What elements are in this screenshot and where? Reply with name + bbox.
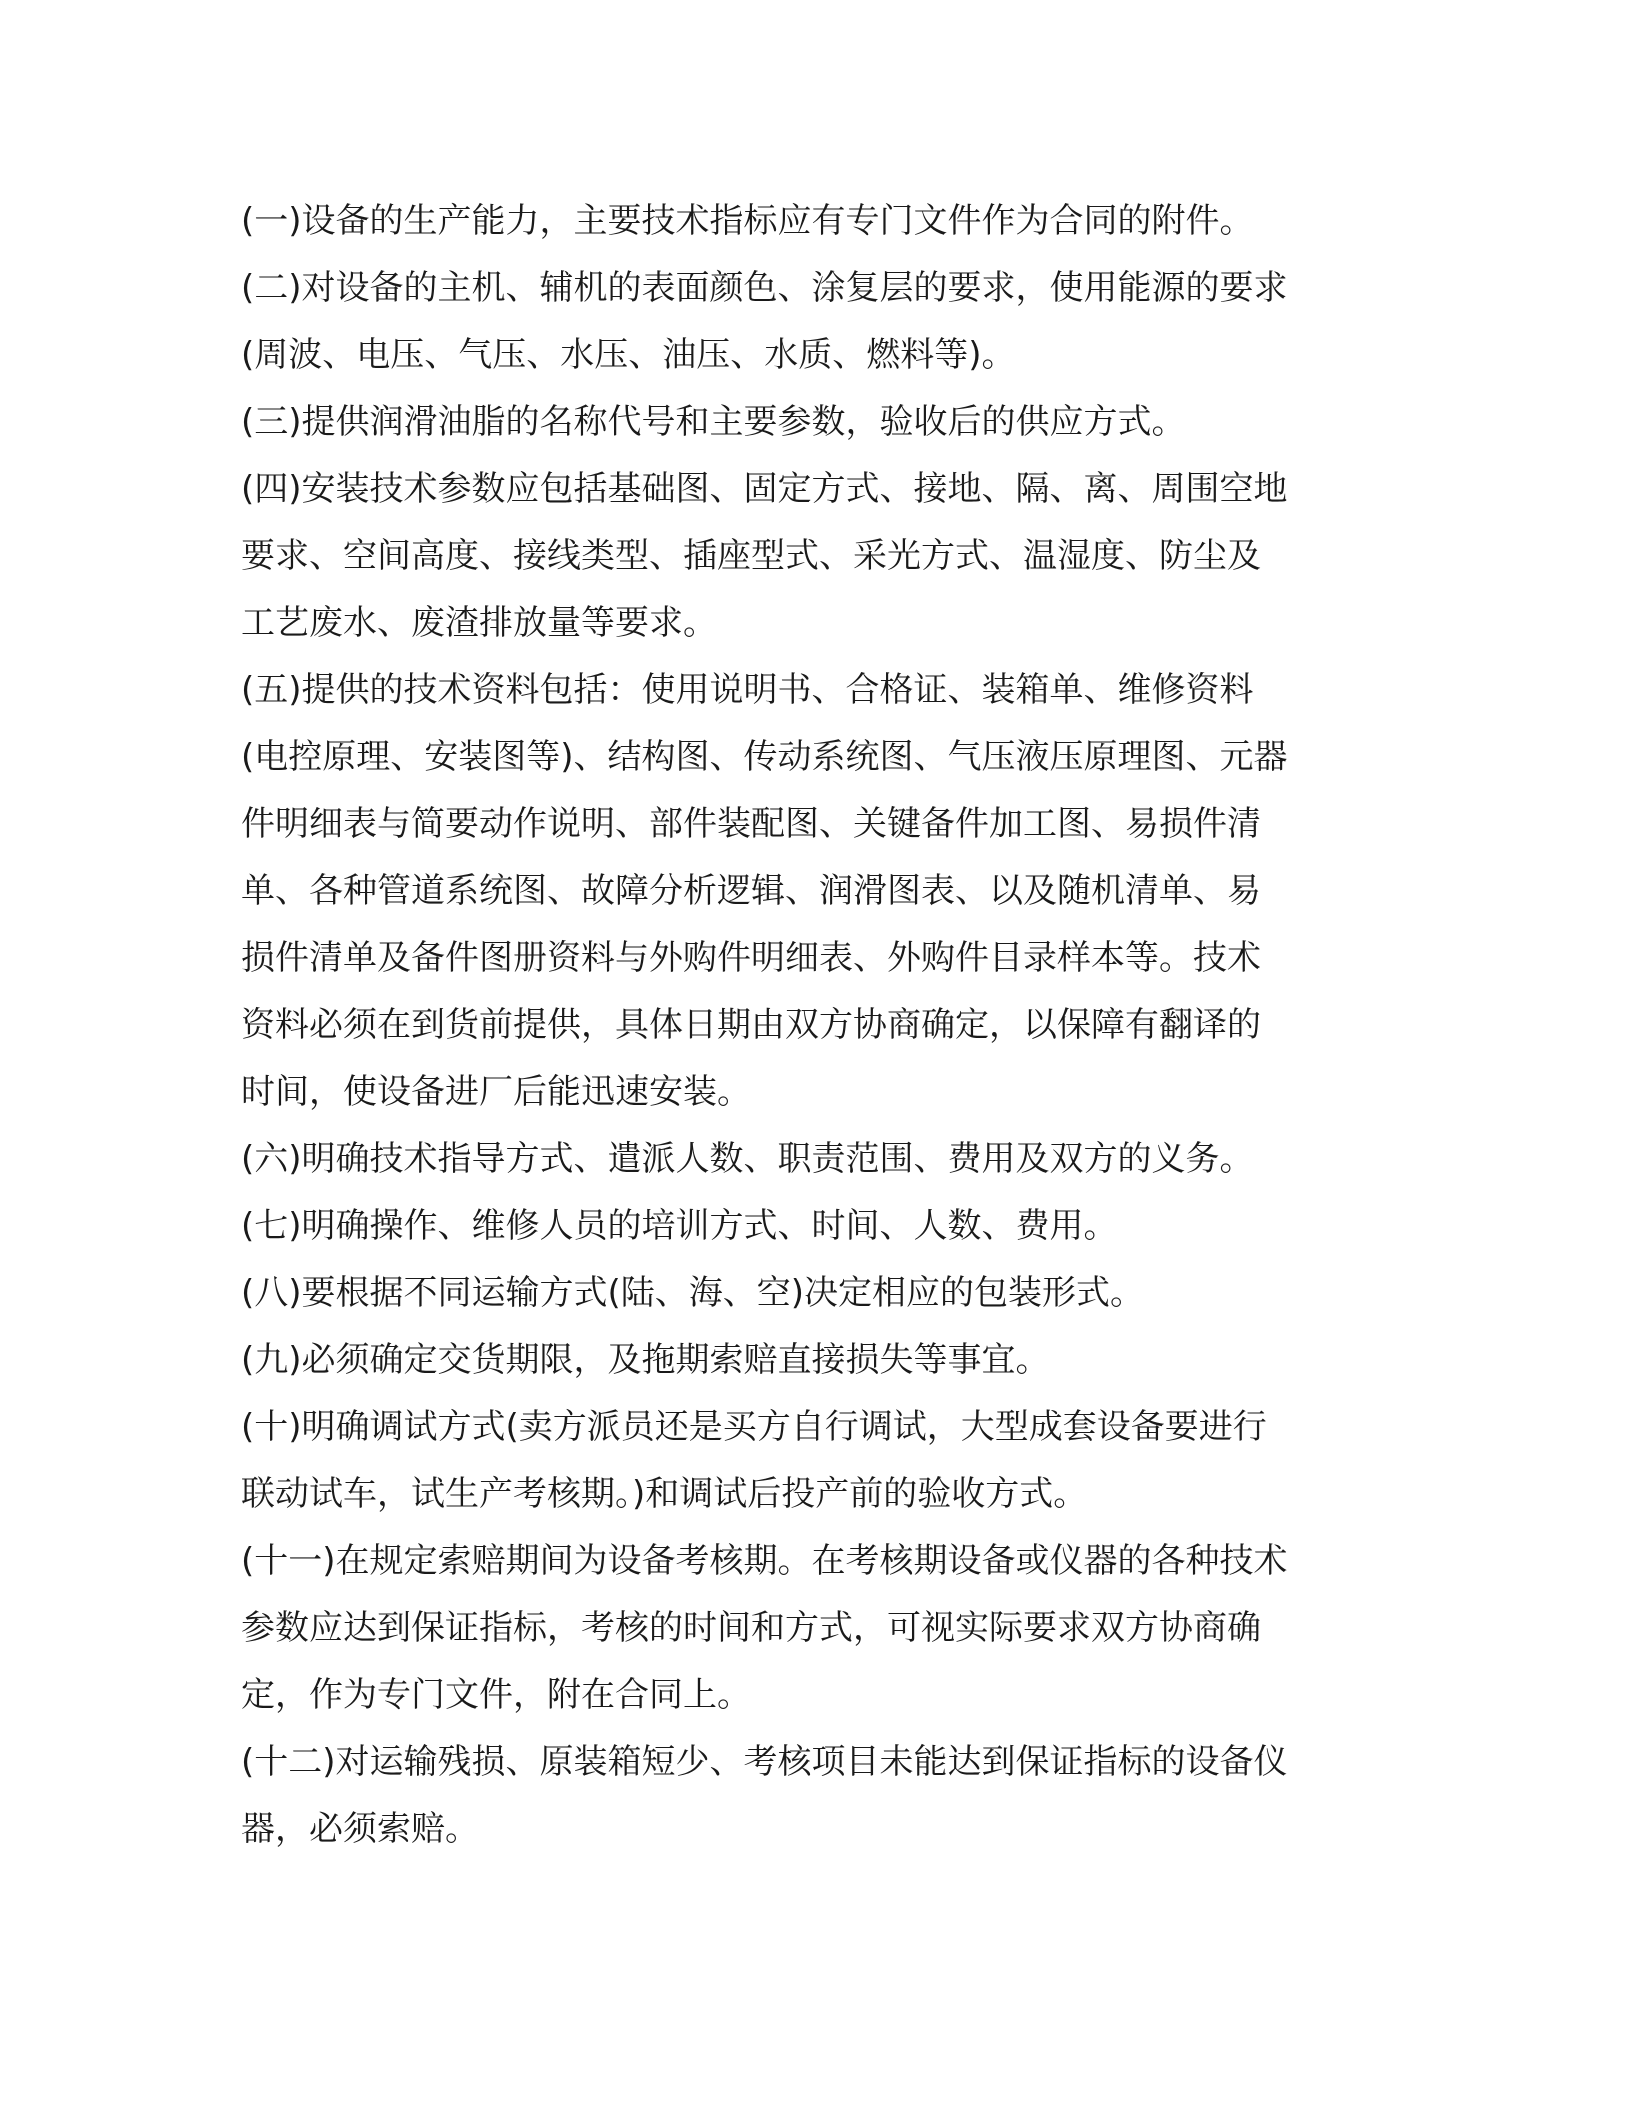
document-body [241,188,1401,1863]
paragraph-4: (四)安装技术参数应包括基础图、固定方式、接地、隔、离、周围空地 要求、空间高度、接线类型、插座型式、采光方式、温湿度、防尘及 工艺废水、废渣排放量等要求。 [241,469,1288,643]
paragraph-7: (七)明确操作、维修人员的培训方式、时间、人数、费用。 [241,1206,1118,1246]
paragraph-2: (二)对设备的主机、辅机的表面颜色、涂复层的要求，使用能源的要求 (周波、电压、气压、水压、油压、水质、燃料等)。 [241,268,1288,375]
paragraph-6: (六)明确技术指导方式、遣派人数、职责范围、费用及双方的义务。 [241,1139,1254,1179]
paragraph-11: (十一)在规定索赔期间为设备考核期。在考核期设备或仪器的各种技术 参数应达到保证指标，考核的时间和方式，可视实际要求双方协商确 定，作为专门文件，附在合同上。 [241,1541,1288,1715]
paragraph-10: (十)明确调试方式(卖方派员还是买方自行调试，大型成套设备要进行 联动试车，试生产考核期。)和调试后投产前的验收方式。 [241,1407,1267,1514]
paragraph-12: (十二)对运输残损、原装箱短少、考核项目未能达到保证指标的设备仪 器，必须索赔。 [241,1742,1288,1849]
paragraph-1: (一)设备的生产能力，主要技术指标应有专门文件作为合同的附件。 [241,201,1254,241]
paragraph-5: (五)提供的技术资料包括：使用说明书、合格证、装箱单、维修资料 (电控原理、安装图等)、结构图、传动系统图、气压液压原理图、元器 件明细表与简要动作说明、部件装配图、关键备件加工图、易损件清 单、各种管道系统图、故障分析逻辑、润滑图表、以及随机清单、易 损件清单及备件图册资料与外购件明细表、外购件目录样本等。技术 资料必须在到货前提供，具体日期由双方协商确定，以保障有翻译的 时间，使设备进厂后能迅速安装。 [241,670,1288,1112]
paragraph-9: (九)必须确定交货期限，及拖期索赔直接损失等事宜。 [241,1340,1050,1380]
paragraph-3: (三)提供润滑油脂的名称代号和主要参数，验收后的供应方式。 [241,402,1186,442]
paragraph-8: (八)要根据不同运输方式(陆、海、空)决定相应的包装形式。 [241,1273,1145,1313]
